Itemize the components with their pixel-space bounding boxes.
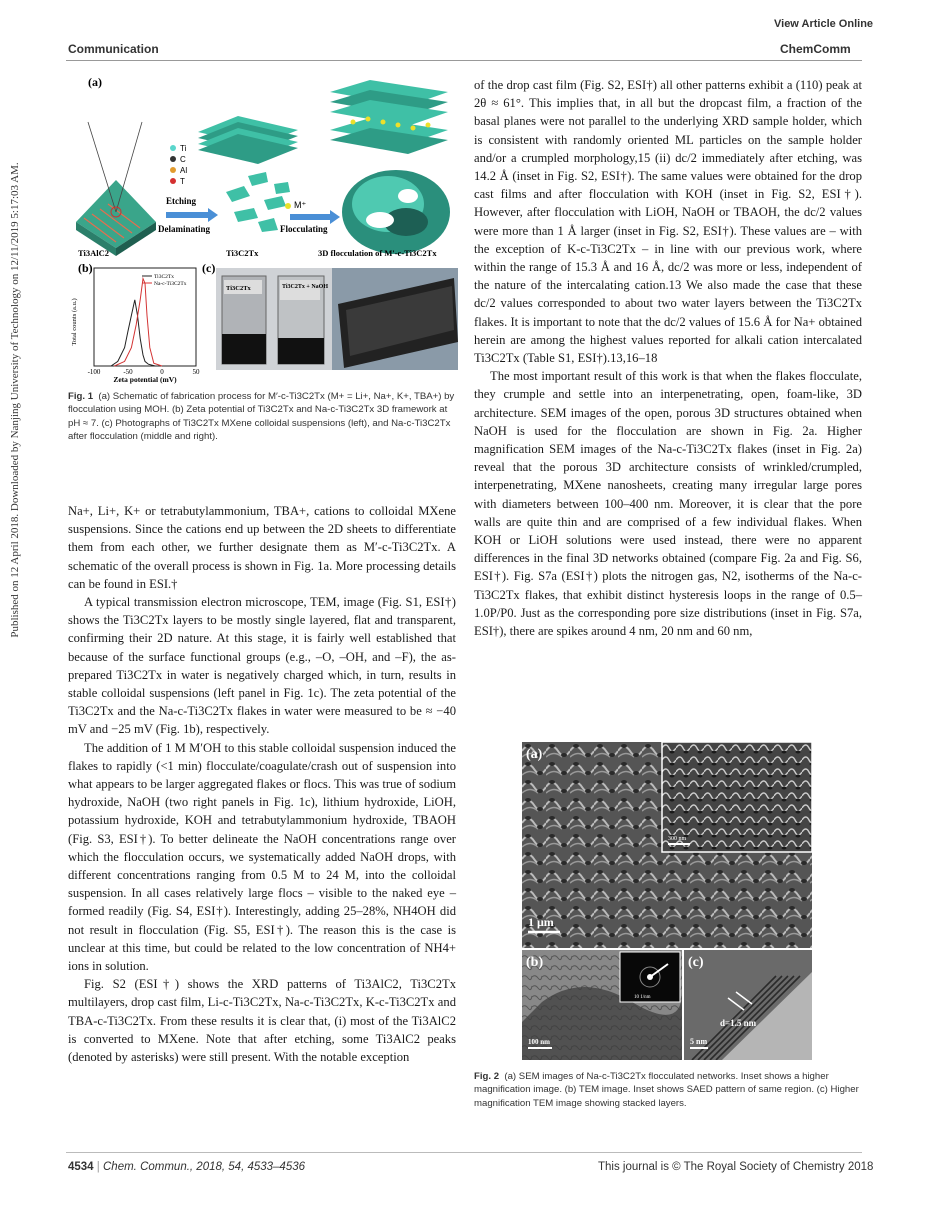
- figure-2-graphic: [522, 742, 812, 1060]
- page-number: 4534: [68, 1161, 94, 1173]
- chart-ylabel: Total counts (a.u.): [71, 298, 78, 346]
- figure-2-caption: Fig. 2 (a) SEM images of Na-c-Ti3C2Tx flocculated networks. Inset shows a higher magnification image. (b) TEM image. Inset shows SAED pattern of same region. (c) Higher magnification TEM image showing stacked layers.: [474, 1071, 859, 1109]
- fig2-panel-b-label: (b): [526, 955, 544, 970]
- vial-label-1: Ti3C2Tx: [226, 285, 251, 292]
- ti3alc2-block: [76, 122, 156, 256]
- delaminated-flakes: [226, 172, 290, 232]
- mxene-stack-graphic: [198, 116, 298, 164]
- paragraph: The addition of 1 M M′OH to this stable colloidal suspension induced the flakes to rapidly (<1 min) flocculate/coagulate/crash out of suspension into what appears to be larger aggregated flakes or flocs. This was true of sodium hydroxide, NaOH (two right panels in Fig. 1c), lithium hydroxide, LiOH, potassium hydroxide, KOH and tetrabutylammonium hydroxide, TBAOH (Fig. S3, ESI†). To better delineate the NaOH concentrations range over which the flocculation occurs, we systematically added NaOH drops, with different concentrations ranging from 0.5 M to 24 M, into the colloidal suspension. In all cases relatively large flocs – visible to the naked eye – formed readily (Fig. S4, ESI†). Interestingly, adding 25–28%, NH4OH did not result in flocculation (Fig. S5, ESI†). The reason this is the case is unclear at this time, but could be related to the low concentration of NH4+ ions in solution.: [68, 740, 456, 974]
- chart-xtick: 0: [160, 368, 164, 376]
- svg-text:T: T: [180, 177, 185, 186]
- 3d-floc-graphic: [342, 170, 450, 254]
- sidebar-publication-note: Published on 12 April 2018. Downloaded by Nanjing University of Technology on 12/11/2019 5:17:03 AM.: [9, 162, 21, 638]
- atom-legend: [170, 144, 187, 186]
- svg-text:Etching: Etching: [166, 196, 197, 206]
- citation-text: Chem. Commun., 2018, 54, 4533–4536: [103, 1161, 306, 1173]
- right-column-text: [474, 76, 862, 640]
- svg-text:Ti: Ti: [180, 144, 187, 153]
- chart-xtick: 50: [192, 368, 200, 376]
- figure-1-caption: Fig. 1 (a) Schematic of fabrication process for M′-c-Ti3C2Tx (M+ = Li+, Na+, K+, TBA+) by flocculation using MOH. (b) Zeta potential of Ti3C2Tx and Na-c-Ti3C2Tx 3D framework at pH ≈ 7. (c) Photographs of Ti3C2Tx MXene colloidal suspensions (left), and Na-c-Ti3C2Tx after flocculation (middle and right).: [68, 391, 455, 443]
- journal-name: ChemComm: [780, 42, 851, 56]
- fig2-panel-c-label: (c): [688, 955, 704, 970]
- legend-na-c-ti3c2tx: Na-c-Ti3C2Tx: [154, 281, 187, 287]
- saed-scale: 10 1/nm: [634, 995, 651, 1000]
- vial-label-2: Ti3C2Tx + NaOH: [282, 284, 328, 290]
- figure-1: [68, 72, 460, 384]
- chart-xlabel: Zeta potential (mV): [113, 375, 177, 384]
- inset-scale-bar: 300 nm: [668, 836, 687, 842]
- label-ti3alc2: Ti3AlC2: [78, 248, 110, 258]
- svg-text:M⁺: M⁺: [294, 200, 307, 210]
- fig2-panel-a-label: (a): [526, 747, 543, 762]
- footer-separator: |: [96, 1161, 100, 1173]
- paragraph: The most important result of this work is that when the flakes flocculate, they crumple and settle into an interpenetrating, open, foam-like, 3D architecture. SEM images of the open, porous 3D structures obtained when NaOH is used for the flocculation are shown in Fig. 2a. Higher magnification SEM images of the Na-c-Ti3C2Tx flakes (inset in Fig. 2a) reveal that the porous 3D architecture consists of wrinkled/crumpled, interpenetrating, MXene nanosheets, creating many irregular large pores with diameters between 100–400 nm. Moreover, it is clear that the pore walls are quite thin and are comprised of a few individual flakes. When KOH or LiOH solutions were used instead, there were no apparent differences in the final 3D networks obtained (compare Fig. 2a and Fig. S6, ESI†). Fig. S7a (ESI†) plots the nitrogen gas, N2, isotherms of the Na-c-Ti3C2Tx flakes, that exhibit distinct hysteresis loops in the range of 0.5–1.0P/P0. Just as the corresponding pore size distributions (inset in Fig. S7a, ESI†), there are spikes around 4 nm, 20 nm and 60 nm,: [474, 369, 862, 639]
- fig1-panel-a-label: (a): [88, 75, 102, 89]
- intercalated-stacks: [330, 80, 448, 154]
- figure-2: [522, 742, 812, 1060]
- scale-bar-a: 1 μm: [528, 915, 554, 929]
- header-rule: [66, 60, 862, 61]
- label-3d-flocculation: 3D flocculation of M'-c-Ti3C2Tx: [318, 248, 437, 258]
- label-ti3c2tx: Ti3C2Tx: [226, 248, 259, 258]
- svg-text:Al: Al: [180, 166, 188, 175]
- chart-xtick: -50: [123, 368, 133, 376]
- paragraph: of the drop cast film (Fig. S2, ESI†) all other patterns exhibit a (110) peak at 2θ ≈ 61°. This implies that, in all but the dropcast film, a fraction of the basal planes were not parallel to the underlying XRD sample holder, which is consistent with randomly oriented ML particles on the sample holder and/or a crumpled morphology,15 (ii) dc/2 immediately after etching, was 14.2 Å (inset in Fig. S2, ESI†). The same values were obtained for the drop cast films and after flocculation with KOH (inset in Fig. S2, ESI†). However, after flocculation with LiOH, NaOH or TBAOH, the dc/2 values were more than 1 Å larger (inset in Fig. S2, ESI†). These values are – with the exception of K-c-Ti3C2Tx – in line with our previous work, where within the range of 15.3 Å and 16 Å, dc/2 was more or less, independent of the nature of the intercalating cation.13 We also made the case that these dc/2 values corresponded to about two water layers between the Ti3C2Tx flakes. It is important to note that the dc/2 values of 15.6 Å for Na+ obtained herein are among the highest values reported for alkali cation intercalated Ti3C2Tx (Table S1, ESI†).13,16–18: [474, 78, 862, 366]
- footer-citation: [68, 1161, 305, 1173]
- footer-rule: [66, 1152, 862, 1153]
- figure-1-graphic: [68, 72, 460, 384]
- fig1-panel-b-label: (b): [78, 261, 93, 275]
- left-column-text: [68, 502, 456, 1066]
- paragraph: A typical transmission electron microscope, TEM, image (Fig. S1, ESI†) shows the Ti3C2Tx layers to be mostly single layered, flat and transparent, confirming their 2D nature. At this stage, it is fairly well established that because of the surface functional groups (e.g., –O, –OH, and –F), the as-prepared Ti3C2Tx in water is negatively charged which, in turn, results in stable colloidal suspensions (left panel in Fig. 1c). The zeta potential of the Ti3C2Tx and the Na-c-Ti3C2Tx flakes in water were measured to be ≈ −40 mV and −25 mV (Fig. 1b), respectively.: [68, 595, 456, 737]
- section-label: Communication: [68, 42, 159, 56]
- paragraph: Na+, Li+, K+ or tetrabutylammonium, TBA+, cations to colloidal MXene suspensions. Since the cations end up between the 2D sheets to differentiate them from each other, we further designate them as M′-c-Ti3C2Tx. A schematic of the overall process is shown in Fig. 1a. More processing details can be found in ESI.†: [68, 504, 456, 591]
- view-article-online-link[interactable]: View Article Online: [774, 18, 874, 30]
- chart-xtick: -100: [87, 368, 101, 376]
- svg-text:C: C: [180, 155, 186, 164]
- svg-text:Flocculating: Flocculating: [280, 224, 328, 234]
- vial-photos: [216, 268, 458, 370]
- legend-ti3c2tx: Ti3C2Tx: [154, 274, 174, 280]
- scale-bar-b: 100 nm: [528, 1038, 550, 1046]
- d-spacing-label: d=1.5 nm: [720, 1018, 757, 1028]
- scale-bar-c: 5 nm: [690, 1037, 708, 1046]
- svg-text:Delaminating: Delaminating: [158, 224, 211, 234]
- footer-rights: This journal is © The Royal Society of Chemistry 2018: [598, 1161, 874, 1173]
- paragraph: Fig. S2 (ESI†) shows the XRD patterns of Ti3AlC2, Ti3C2Tx multilayers, drop cast film, Li-c-Ti3C2Tx, Na-c-Ti3C2Tx, K-c-Ti3C2Tx and TBA-c-Ti3C2Tx. From these results it is clear that, (i) most of the Ti3AlC2 is converted to MXene. Note that after etching, some Ti3AlC2 peaks (denoted by asterisks) were still present. With the notable exception: [68, 977, 456, 1065]
- zeta-potential-chart: [71, 268, 200, 384]
- fig1-panel-c-label: (c): [202, 261, 216, 275]
